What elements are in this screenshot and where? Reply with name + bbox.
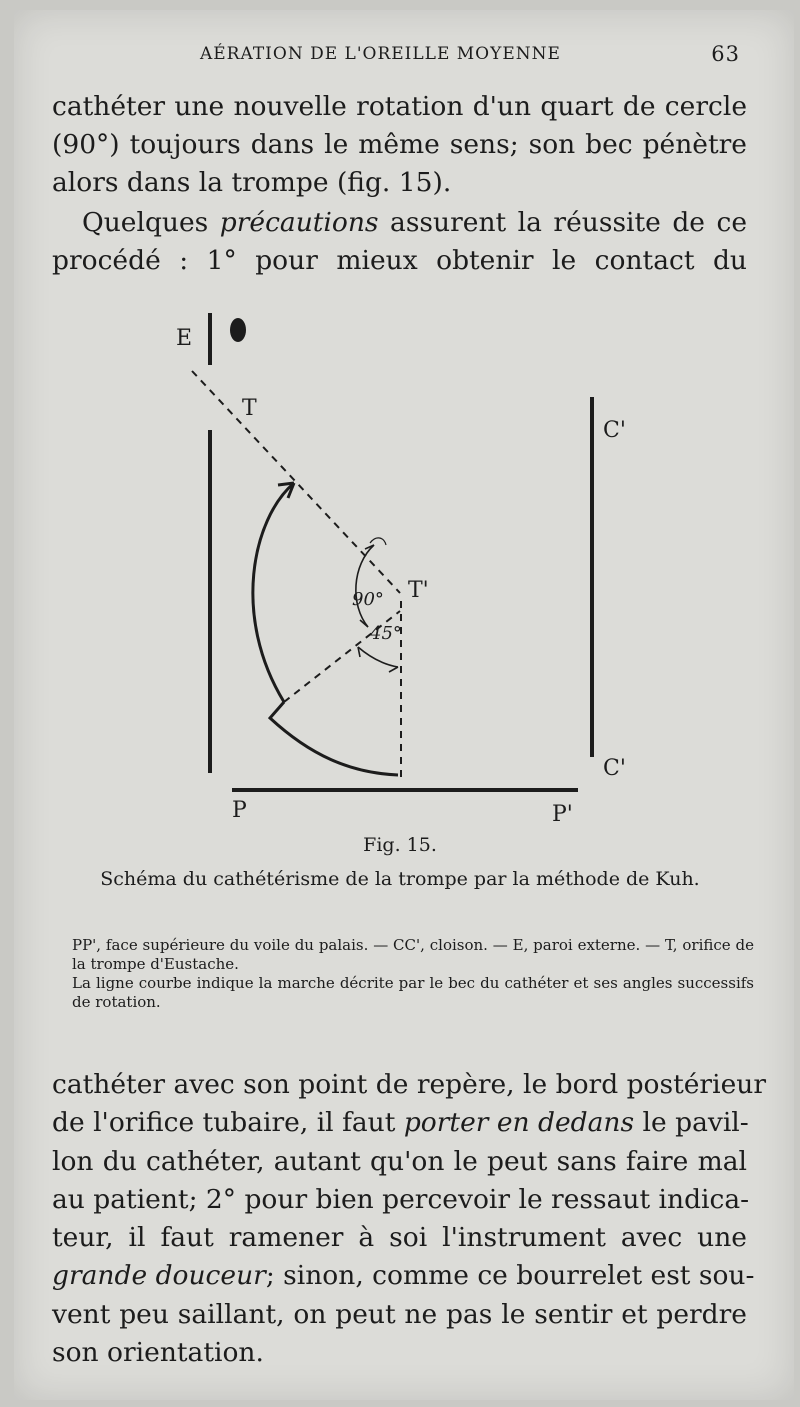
text-line: cathéter avec son point de repère, le bord postérieur xyxy=(52,1069,766,1100)
emphasis-text: porter en dedans xyxy=(403,1107,635,1139)
label-p-prime: P' xyxy=(552,802,573,827)
figure-title: Fig. 15. xyxy=(363,834,437,856)
page-number: 63 xyxy=(711,42,740,66)
axis-90-dashed xyxy=(192,371,400,593)
figure-note: PP', face supérieure du voile du palais. — CC', cloison. — E, paroi externe. — T, orifice de la trompe d'Eustache. xyxy=(72,936,754,973)
figure-note: La ligne courbe indique la marche décrite par le bec du cathéter et ses angles successifs de rotation. xyxy=(72,974,754,1011)
text-line xyxy=(52,204,747,242)
label-t: T xyxy=(242,396,257,421)
angle-arc-90 xyxy=(356,545,374,627)
text-span: assurent la réussite de ce xyxy=(378,207,748,238)
text-line: au patient; 2° pour bien percevoir le ressaut indica- xyxy=(52,1183,750,1215)
label-c-prime-bottom: C' xyxy=(603,756,626,781)
figure-15-diagram xyxy=(160,305,640,835)
label-c-prime-top: C' xyxy=(603,418,626,443)
label-angle-45: 45° xyxy=(370,623,402,644)
angle-arrows-45 xyxy=(358,647,398,672)
text-line xyxy=(52,1104,747,1142)
emphasis-text: grande douceur xyxy=(52,1260,266,1292)
text-span: ; sinon, comme ce bourrelet est sou- xyxy=(265,1260,755,1292)
running-title: AÉRATION DE L'OREILLE MOYENNE xyxy=(200,44,561,64)
text-line: son orientation. xyxy=(52,1337,264,1369)
text-line: lon du cathéter, autant qu'on le peut sans faire mal xyxy=(52,1145,747,1177)
text-line: procédé : 1° pour mieux obtenir le contact du xyxy=(52,245,747,276)
second-paragraph xyxy=(52,204,747,280)
text-span: le pavil- xyxy=(634,1107,749,1139)
figure-caption: Schéma du cathétérisme de la trompe par la méthode de Kuh. xyxy=(100,868,700,890)
label-angle-90: 90° xyxy=(352,589,384,610)
catheter-arc-lower xyxy=(270,702,398,775)
angle-arrows-90 xyxy=(360,545,374,627)
text-span: de l'orifice tubaire, il faut xyxy=(52,1107,404,1139)
diagram-svg xyxy=(160,305,640,835)
label-e: E xyxy=(176,326,193,351)
label-t-prime: T' xyxy=(408,578,429,603)
text-line: cathéter une nouvelle rotation d'un quart de cercle xyxy=(52,91,747,122)
angle-arc-45 xyxy=(358,647,398,667)
emphasis-text: précautions xyxy=(219,207,379,238)
text-line: vent peu saillant, on peut ne pas le sentir et perdre xyxy=(52,1298,747,1330)
text-line: teur, il faut ramener à soi l'instrument avec une xyxy=(52,1222,747,1254)
catheter-arc-upper xyxy=(253,483,294,702)
text-line: alors dans la trompe (fig. 15). xyxy=(52,167,452,198)
figure-notes xyxy=(72,936,754,1012)
blot-mark xyxy=(230,318,246,342)
text-line xyxy=(52,1257,755,1295)
top-paragraph xyxy=(52,88,747,202)
page-header xyxy=(200,44,740,74)
bottom-paragraph xyxy=(52,1066,766,1372)
small-hook xyxy=(370,538,386,545)
text-span: Quelques xyxy=(82,207,220,238)
text-line: (90°) toujours dans le même sens; son bec pénètre xyxy=(52,129,747,160)
label-p: P xyxy=(232,798,247,823)
